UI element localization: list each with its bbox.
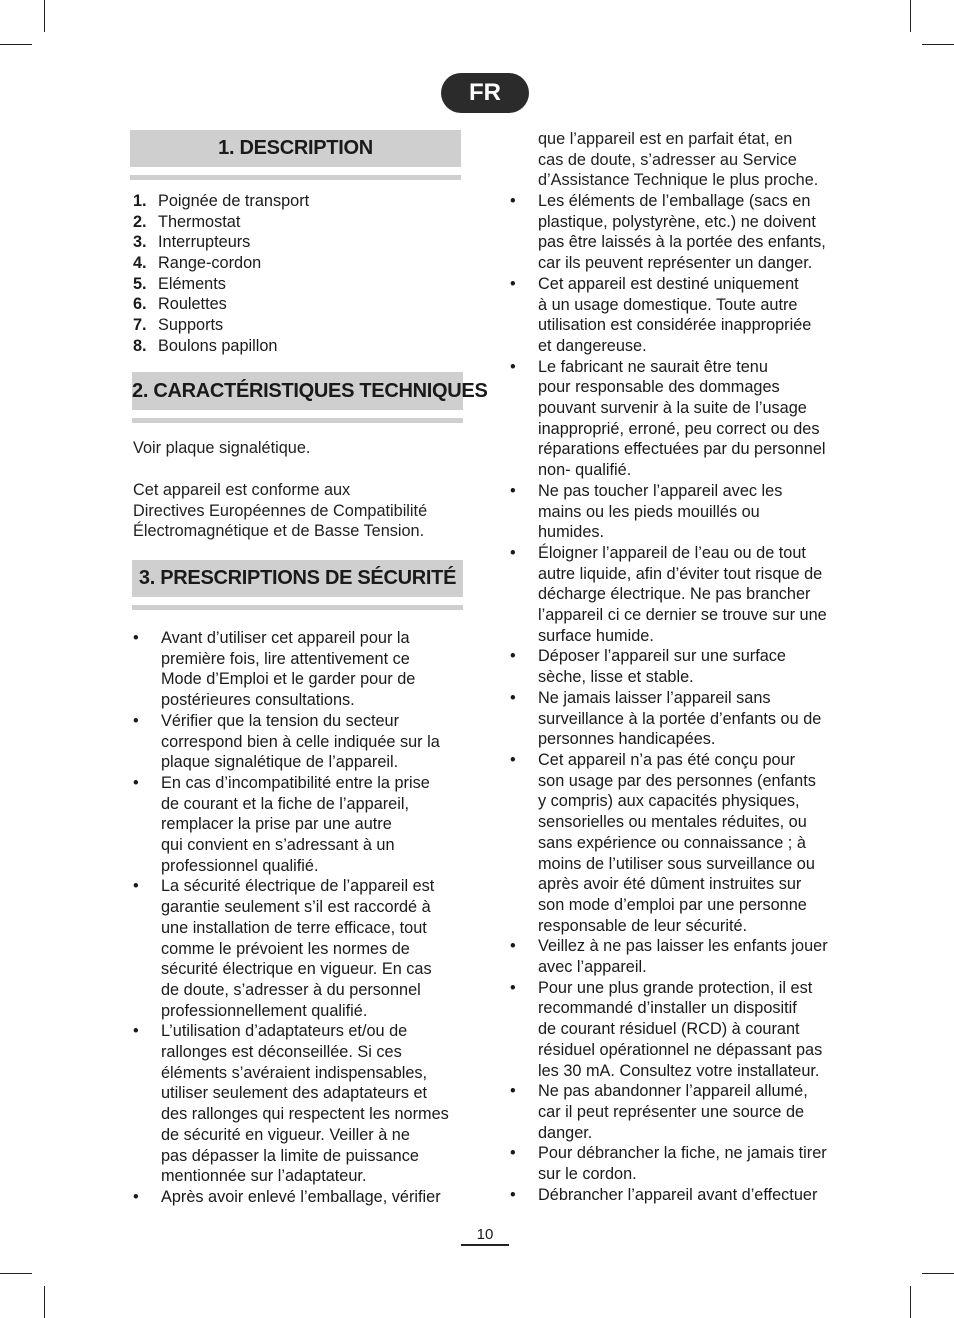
item-label: Eléments (158, 274, 226, 293)
heading-rule (132, 418, 463, 423)
item-number: 2. (133, 212, 147, 231)
list-item (133, 711, 473, 773)
item-text: Cet appareil est destiné uniquement à un usage domestique. Toute autre utilisation est considérée inappropriée et dangereuse. (538, 274, 812, 355)
safety-list-left (133, 628, 473, 1208)
page-number: 10 (476, 1226, 494, 1243)
bullet-icon: • (510, 192, 516, 210)
list-item (510, 191, 850, 274)
crop-mark (910, 1286, 911, 1318)
list-item (133, 876, 473, 1021)
list-item (133, 191, 309, 212)
crop-mark (44, 0, 45, 32)
item-label: Poignée de transport (158, 192, 310, 210)
list-item (133, 1021, 473, 1187)
list-item (133, 232, 309, 253)
section-heading-safety: 3. PRESCRIPTIONS DE SÉCURITÉ (132, 560, 463, 597)
list-item (510, 1143, 850, 1184)
item-text: Pour une plus grande protection, il est recommandé d’installer un dispositif de courant résiduel (RCD) à courant résiduel opérationnel ne dépassant pas les 30 mA. Consultez votre installateur. (538, 978, 823, 1080)
list-item (133, 253, 309, 274)
bullet-icon: • (510, 274, 516, 293)
crop-mark (922, 44, 954, 45)
item-number: 6. (133, 295, 147, 314)
item-text: Ne jamais laisser l’appareil sans surveillance à la portée d’enfants ou de personnes handicapées. (538, 688, 822, 749)
list-item (510, 357, 850, 481)
bullet-icon: • (510, 481, 516, 500)
specs-paragraph: Voir plaque signalétique. (133, 439, 311, 457)
item-label: Thermostat (158, 212, 241, 231)
list-item (133, 315, 309, 336)
crop-mark (44, 1286, 45, 1318)
crop-mark (910, 0, 911, 32)
item-text: Pour débrancher la fiche, ne jamais tirer sur le cordon. (538, 1144, 827, 1184)
item-text: Ne pas abandonner l’appareil allumé, car il peut représenter une source de danger. (538, 1082, 808, 1142)
bullet-icon: • (510, 750, 516, 769)
list-item (133, 628, 473, 711)
bullet-icon: • (133, 1022, 139, 1041)
bullet-icon: • (133, 773, 139, 792)
list-item (133, 336, 309, 357)
list-item (510, 936, 850, 977)
item-text: En cas d’incompatibilité entre la prise de courant et la fiche de l’appareil, remplacer la prise par une autre qui convient en s’adressant à un professionnel qualifié. (161, 773, 430, 875)
item-text: Veillez à ne pas laisser les enfants jouer avec l’appareil. (538, 937, 828, 977)
item-text: Avant d’utiliser cet appareil pour la première fois, lire attentivement ce Mode d’Emploi et le garder pour de postérieures consultations. (161, 629, 416, 710)
item-text: Débrancher l’appareil avant d’effectuer (538, 1185, 818, 1204)
list-item (133, 1187, 473, 1208)
bullet-icon: • (510, 647, 516, 666)
list-item (133, 274, 309, 295)
item-label: Roulettes (158, 295, 227, 314)
bullet-icon: • (133, 877, 139, 896)
item-text: Ne pas toucher l’appareil avec les mains ou les pieds mouillés ou humides. (538, 481, 783, 542)
bullet-icon: • (510, 978, 516, 997)
item-number: 4. (133, 254, 147, 273)
list-item (510, 688, 850, 750)
list-item (510, 481, 850, 543)
parts-list (133, 191, 309, 357)
bullet-icon: • (510, 357, 516, 376)
item-label: Range-cordon (158, 254, 262, 273)
bullet-icon: • (510, 1082, 516, 1101)
section-heading-description: 1. DESCRIPTION (130, 130, 461, 167)
item-text: Déposer l’appareil sur une surface sèche, lisse et stable. (538, 647, 786, 687)
item-number: 1. (133, 192, 147, 210)
bullet-icon: • (133, 711, 139, 730)
continuation-text: que l’appareil est en parfait état, en cas de doute, s’adresser au Service d’Assistance Technique le plus proche. (538, 130, 819, 190)
compliance-paragraph: Cet appareil est conforme aux Directives Européennes de Compatibilité Électromagnétique et de Basse Tension. (133, 481, 428, 541)
item-label: Interrupteurs (158, 233, 251, 252)
list-item (510, 274, 850, 357)
list-item (510, 750, 850, 936)
language-badge: FR (441, 73, 529, 113)
bullet-icon: • (133, 629, 139, 647)
heading-rule (130, 175, 461, 180)
list-item (510, 1185, 850, 1206)
item-label: Boulons papillon (158, 336, 278, 355)
crop-mark (0, 44, 32, 45)
list-item (510, 978, 850, 1082)
list-item (510, 646, 850, 687)
crop-mark (922, 1273, 954, 1274)
item-number: 5. (133, 274, 147, 293)
safety-list-right (510, 191, 850, 1205)
item-text: Les éléments de l’emballage (sacs en plastique, polystyrène, etc.) ne doivent pas être laissés à la portée des enfants, car ils peuvent représenter un danger. (538, 192, 826, 273)
section-heading-specs: 2. CARACTÉRISTIQUES TECHNIQUES (132, 372, 463, 410)
item-text: L’utilisation d’adaptateurs et/ou de rallonges est déconseillée. Si ces éléments s’avéraient indispensables, utiliser seulement des adaptateurs et des rallonges qui respectent les normes de sécurité en vigueur. Veiller à ne pas dépasser la limite de puissance mentionnée sur l’adaptateur. (161, 1022, 449, 1186)
item-text: Éloigner l’appareil de l’eau ou de tout autre liquide, afin d’éviter tout risque de décharge électrique. Ne pas brancher l’appareil ci ce dernier se trouve sur une surface humide. (538, 543, 827, 645)
item-text: Le fabricant ne saurait être tenu pour responsable des dommages pouvant survenir à la suite de l’usage inapproprié, erroné, peu correct ou des réparations effectuées par du personnel non- qualifié. (538, 357, 826, 480)
bullet-icon: • (510, 1185, 516, 1204)
item-label: Supports (158, 316, 224, 335)
list-item (510, 543, 850, 647)
list-item (133, 294, 309, 315)
page-number-rule (461, 1244, 509, 1246)
bullet-icon: • (510, 937, 516, 956)
item-number: 3. (133, 233, 147, 252)
bullet-icon: • (510, 688, 516, 707)
heading-rule (132, 605, 463, 610)
item-text: Vérifier que la tension du secteur correspond bien à celle indiquée sur la plaque signalétique de l’appareil. (161, 711, 440, 772)
bullet-icon: • (133, 1187, 139, 1206)
item-text: La sécurité électrique de l’appareil est garantie seulement s’il est raccordé à une installation de terre efficace, tout comme le prévoient les normes de sécurité électrique en vigueur. En cas de doute, s’adresser à du personnel professionnellement qualifié. (161, 877, 435, 1020)
bullet-icon: • (510, 543, 516, 562)
item-number: 8. (133, 336, 147, 355)
item-number: 7. (133, 316, 147, 335)
list-item (133, 212, 309, 233)
bullet-icon: • (510, 1144, 516, 1163)
list-item (133, 773, 473, 877)
item-text: Après avoir enlevé l’emballage, vérifier (161, 1187, 441, 1206)
item-text: Cet appareil n’a pas été conçu pour son usage par des personnes (enfants y compris) aux capacités physiques, sensorielles ou mentales réduites, ou sans expérience ou connaissance ; à moins de l’utiliser sous surveillance ou après avoir été dûment instruites sur son mode d’emploi par une personne responsable de leur sécurité. (538, 750, 816, 935)
list-item (510, 1081, 850, 1143)
crop-mark (0, 1273, 32, 1274)
